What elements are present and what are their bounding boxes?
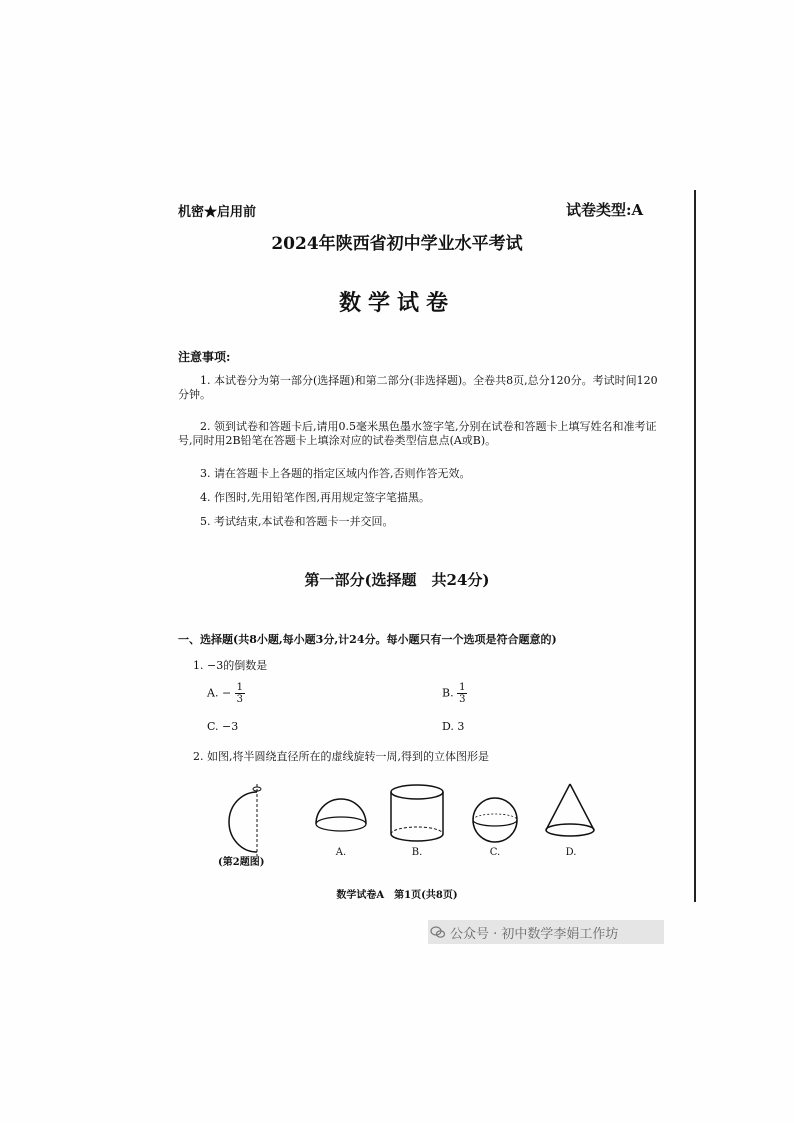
q2-stem: 2. 如图,将半圆绕直径所在的虚线旋转一周,得到的立体图形是	[193, 750, 489, 763]
cone-option-d	[546, 784, 594, 836]
q1-option-a-fraction	[235, 682, 245, 705]
q1-option-b	[442, 682, 467, 705]
q1-option-c: C. −3	[207, 720, 239, 733]
q2-label-c: C.	[489, 847, 501, 858]
q1-option-b-denominator: 3	[459, 694, 466, 705]
q1-option-b-label: B.	[442, 686, 454, 700]
confidential-label: 机密★启用前	[178, 205, 257, 220]
subject-title: 数学试卷	[338, 290, 455, 316]
q1-option-a	[207, 682, 245, 705]
exam-title: 2024年陕西省初中学业水平考试	[271, 234, 523, 254]
wechat-icon	[430, 924, 446, 940]
part1-heading: 第一部分(选择题 共24分)	[304, 571, 490, 589]
paper-type-label: 试卷类型:A	[566, 201, 644, 219]
q1-option-b-fraction	[457, 682, 467, 705]
note-item-2: 2. 领到试卷和答题卡后,请用0.5毫米黑色墨水签字笔,分别在试卷和答题卡上填写姓名和准考证号,同时用2B铅笔在答题卡上填涂对应的试卷类型信息点(A或B)。	[178, 420, 657, 447]
notes-heading: 注意事项:	[178, 350, 231, 364]
q2-label-a: A.	[335, 847, 347, 858]
hemisphere-option-a	[316, 799, 366, 831]
q2-figure-caption: (第2题图)	[218, 857, 265, 868]
q2-label-d: D.	[565, 847, 577, 858]
q1-option-a-denominator: 3	[236, 694, 244, 705]
semicircle-figure	[229, 784, 261, 856]
q1-stem: 1. −3的倒数是	[193, 659, 268, 672]
q1-option-a-label: A.	[207, 686, 219, 700]
cylinder-option-b	[391, 785, 443, 841]
sphere-option-c	[473, 798, 517, 842]
q1-option-a-numerator: 1	[236, 682, 244, 693]
watermark-text: 公众号 · 初中数学李娟工作坊	[450, 926, 619, 942]
note-item-1: 1. 本试卷分为第一部分(选择题)和第二部分(非选择题)。全卷共8页,总分120分。考试时间120分钟。	[178, 374, 658, 401]
note-item-4: 4. 作图时,先用铅笔作图,再用规定签字笔描黑。	[200, 491, 430, 504]
q1-option-d: D. 3	[442, 720, 465, 733]
q1-option-b-numerator: 1	[459, 682, 466, 693]
q2-label-b: B.	[411, 847, 423, 858]
note-item-3: 3. 请在答题卡上各题的指定区域内作答,否则作答无效。	[200, 467, 471, 480]
choice-instruction: 一、选择题(共8小题,每小题3分,计24分。每小题只有一个选项是符合题意的)	[178, 633, 557, 646]
q1-option-a-sign: −	[221, 686, 232, 700]
page-footer: 数学试卷A 第1页(共8页)	[336, 890, 458, 901]
note-item-5: 5. 考试结束,本试卷和答题卡一并交回。	[200, 515, 394, 528]
watermark	[428, 920, 664, 944]
